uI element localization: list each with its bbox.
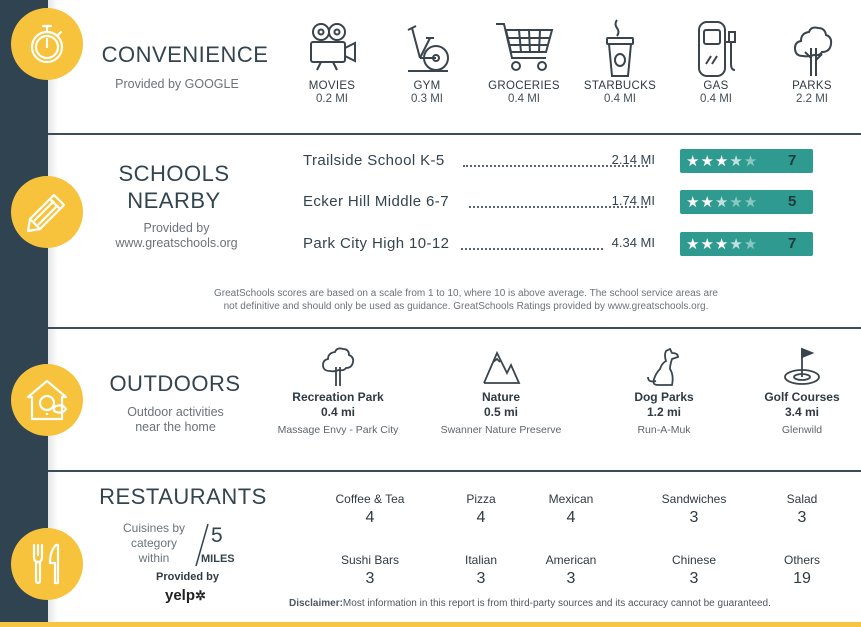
amenity-name: GAS: [703, 80, 729, 92]
outdoor-place: Swanner Nature Preserve: [440, 424, 562, 436]
rating-number: 7: [788, 235, 797, 252]
schools-title-line1: SCHOOLS: [118, 161, 230, 186]
school-row: [303, 235, 813, 259]
section-divider: [48, 327, 861, 329]
rating-number: 5: [788, 193, 797, 210]
amenity-name: GROCERIES: [488, 80, 560, 92]
section-divider: [48, 470, 861, 472]
cuisine-item: [747, 553, 857, 588]
amenity-distance: 0.4 MI: [604, 93, 636, 105]
outdoor-distance: 1.2 mi: [646, 405, 682, 419]
restaurants-sub-line2: category: [130, 536, 178, 550]
outdoor-distance: 0.4 mi: [320, 405, 356, 419]
cuisine-count: 3: [566, 570, 576, 587]
amenity-starbucks: [578, 18, 662, 105]
school-distance: 1.74 MI: [611, 193, 655, 208]
cuisine-count: 19: [793, 570, 811, 587]
cuisine-name: Sushi Bars: [340, 553, 400, 567]
cuisine-name: Chinese: [671, 553, 717, 567]
outdoor-golf-courses: [722, 345, 861, 436]
cuisine-name: Coffee & Tea: [335, 492, 405, 506]
cuisine-item: [315, 553, 425, 588]
outdoors-sub-line1: Outdoor activities: [127, 405, 224, 419]
schools-note: [170, 287, 762, 313]
birdhouse-icon: [11, 364, 83, 436]
amenity-distance: 2.2 MI: [796, 93, 828, 105]
amenity-gas: [674, 18, 758, 105]
schools-provider-line1: Provided by: [143, 221, 210, 235]
cuisine-name: Others: [783, 553, 820, 567]
amenity-groceries: [482, 18, 566, 105]
schools-title: [104, 160, 244, 214]
restaurants-title: RESTAURANTS: [99, 484, 267, 509]
yelp-provided-by: Provided by: [156, 571, 219, 583]
schools-provider-line2: www.greatschools.org: [115, 236, 238, 250]
outdoor-name: Golf Courses: [764, 390, 840, 404]
dog-icon: [644, 345, 684, 387]
gas-pump-icon: [689, 18, 743, 78]
outdoors-sub-line2: near the home: [135, 420, 216, 434]
convenience-title: CONVENIENCE: [101, 42, 269, 67]
amenity-distance: 0.4 MI: [508, 93, 540, 105]
cuisine-item: [516, 492, 626, 527]
cuisine-count: 3: [365, 570, 375, 587]
amenity-name: GYM: [413, 80, 441, 92]
outdoor-place: Glenwild: [781, 424, 823, 436]
outdoor-nature: [421, 345, 581, 436]
amenity-name: STARBUCKS: [583, 80, 657, 92]
outdoor-recreation-park: [258, 345, 418, 436]
schools-note-line1: GreatSchools scores are based on a scale from 1 to 10, where 10 is above average. The school service areas are: [214, 288, 718, 299]
school-distance: 4.34 MI: [611, 235, 655, 250]
stopwatch-icon: [11, 8, 83, 80]
amenity-parks: [770, 18, 854, 105]
restaurants-sub-line3: within: [138, 551, 170, 565]
outdoor-distance: 3.4 mi: [784, 405, 820, 419]
amenity-name: MOVIES: [308, 80, 356, 92]
rating-badge: [680, 232, 813, 256]
disclaimer-text: Most information in this report is from third-party sources and its accuracy cannot be guaranteed.: [342, 598, 771, 609]
cuisine-count: 3: [689, 509, 699, 526]
restaurants-subtitle: [110, 521, 198, 566]
amenity-name: PARKS: [792, 80, 832, 92]
cuisine-name: American: [545, 553, 597, 567]
school-name: Trailside School K-5: [303, 152, 445, 169]
section-divider: [48, 133, 861, 135]
outdoor-name: Dog Parks: [634, 390, 694, 404]
cuisine-count: 3: [476, 570, 486, 587]
shopping-cart-icon: [493, 18, 555, 78]
radius-value: 5: [211, 524, 223, 547]
cuisine-name: Mexican: [548, 492, 594, 506]
rating-number: 7: [788, 152, 797, 169]
outdoor-place: Run-A-Muk: [637, 424, 691, 436]
yelp-burst-icon: ✲: [195, 588, 206, 603]
cuisine-item: [639, 553, 749, 588]
cuisine-name: Salad: [786, 492, 818, 506]
amenity-movies: [290, 18, 374, 105]
amenity-distance: 0.3 MI: [411, 93, 443, 105]
outdoor-place: Massage Envy - Park City: [277, 424, 399, 436]
tree-icon: [318, 345, 358, 387]
convenience-provider: Provided by GOOGLE: [115, 77, 239, 91]
schools-note-line2: not definitive and should only be used as guidance. GreatSchools Ratings provided by www.greatschools.org.: [223, 301, 709, 312]
cuisine-count: 4: [476, 509, 486, 526]
schools-provider: [104, 221, 249, 251]
yelp-logo: [165, 587, 206, 604]
amenity-gym: [385, 18, 469, 105]
disclaimer: [289, 598, 771, 609]
golf-flag-icon: [782, 345, 822, 387]
cuisine-count: 4: [365, 509, 375, 526]
outdoors-title: OUTDOORS: [109, 371, 241, 396]
tree-icon: [785, 18, 839, 78]
outdoor-dog-parks: [584, 345, 744, 436]
cuisine-item: [747, 492, 857, 527]
school-name: Park City High 10-12: [303, 235, 450, 252]
rating-badge: [680, 149, 813, 173]
cuisine-item: [315, 492, 425, 527]
cuisine-count: 3: [689, 570, 699, 587]
mountain-icon: [481, 345, 521, 387]
amenity-distance: 0.4 MI: [700, 93, 732, 105]
cuisine-name: Italian: [464, 553, 498, 567]
outdoor-name: Recreation Park: [292, 390, 384, 404]
school-row: [303, 152, 813, 176]
cuisine-item: [516, 553, 626, 588]
fork-knife-icon: [11, 528, 83, 600]
movie-camera-icon: [305, 18, 359, 78]
cuisine-count: 4: [566, 509, 576, 526]
exercise-bike-icon: [400, 18, 454, 78]
disclaimer-label: Disclaimer:: [289, 598, 343, 609]
schools-title-line2: NEARBY: [127, 188, 221, 213]
radius-unit: MILES: [201, 553, 235, 565]
pencil-icon: [11, 176, 83, 248]
cuisine-item: [639, 492, 749, 527]
restaurants-sub-line1: Cuisines by: [122, 521, 186, 535]
amenity-distance: 0.2 MI: [316, 93, 348, 105]
cuisine-name: Pizza: [466, 492, 496, 506]
outdoors-subtitle: [108, 405, 243, 435]
star-rating: ★★★★★: [686, 153, 759, 170]
school-row: [303, 193, 813, 217]
coffee-cup-icon: [593, 18, 647, 78]
bottom-accent-line: [0, 622, 861, 627]
outdoor-distance: 0.5 mi: [483, 405, 519, 419]
yelp-wordmark: yelp: [165, 587, 196, 604]
rating-badge: [680, 190, 813, 214]
star-rating: ★★★★★: [686, 194, 759, 211]
star-rating: ★★★★★: [686, 236, 759, 253]
school-distance: 2.14 MI: [611, 152, 655, 167]
school-name: Ecker Hill Middle 6-7: [303, 193, 449, 210]
cuisine-name: Sandwiches: [661, 492, 727, 506]
cuisine-count: 3: [797, 509, 807, 526]
outdoor-name: Nature: [481, 390, 520, 404]
leader-dots: [461, 248, 603, 250]
